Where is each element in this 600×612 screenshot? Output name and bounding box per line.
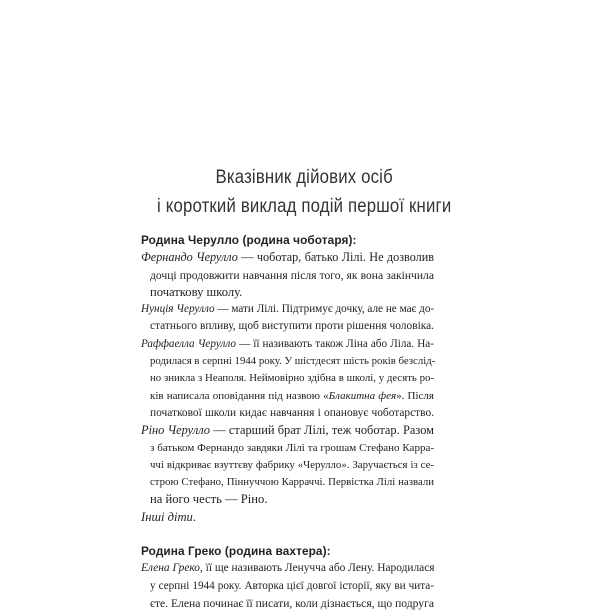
section-gap [141, 526, 434, 543]
entry-line: родилася в серпні 1944 року. У шістдесят шість років безслід- [150, 355, 436, 368]
entry-line: ччі відкриває взуттєву фабрику «Черулло». Заручається із се- [150, 458, 434, 471]
entry-line: ків написала оповідання під назвою «Блакитна фея». Після [150, 389, 434, 402]
entry-line: Інші діти. [141, 509, 197, 524]
entry-line: Фернандо Черулло — чоботар, батько Лілі. Не дозволив [141, 250, 434, 265]
character-name: Раффаелла Черулло [141, 337, 236, 350]
chapter-title [46, 163, 562, 221]
entry-line: єте. Елена починає її писати, коли дізнається, що подруга [150, 596, 434, 610]
section-heading: Родина Греко (родина вахтера): [141, 544, 331, 559]
entry-line: початкової школи кидає навчання і опановує чоботарство. [150, 406, 434, 419]
entry-line: Елена Греко, її ще називають Ленучча або Лену. Народилася [141, 562, 435, 575]
entry-line: Ріно Черулло — старший брат Лілі, теж чоботар. Разом [141, 423, 434, 438]
entry-line: но зникла з Неаполя. Неймовірно здібна в школі, у десять ро- [150, 372, 434, 385]
entry-line: Раффаелла Черулло — її називають також Ліна або Ліла. На- [141, 337, 434, 350]
character-name: Нунція Черулло [141, 303, 215, 316]
title-line-2: і короткий виклад подій першої книги [157, 195, 452, 217]
section-heading: Родина Черулло (родина чоботаря): [141, 233, 357, 247]
entry-line: Нунція Черулло — мати Лілі. Підтримує дочку, але не має до- [141, 303, 435, 316]
entry-line: строю Стефано, Піннуччою Карраччі. Первістка Лілі назвали [150, 476, 434, 489]
character-name: Елена Греко [141, 562, 200, 575]
character-name: Інші діти [141, 509, 193, 524]
story-title: Блакитна фея [328, 389, 397, 402]
entry-line: початкову школу. [150, 284, 243, 299]
character-index [141, 232, 434, 612]
character-name: Фернандо Черулло [141, 250, 238, 265]
entry-line: у серпні 1944 року. Авторка цієї довгої історії, яку ви чита- [150, 579, 434, 592]
entry-line: з батьком Фернандо завдяки Лілі та грошам Стефано Карра- [150, 441, 434, 454]
entry-line: на його честь — Ріно. [150, 492, 268, 507]
title-line-1: Вказівник дійових осіб [215, 166, 393, 188]
entry-line: дочці продовжити навчання після того, як вона закінчила [150, 268, 434, 282]
character-name: Ріно Черулло [141, 423, 210, 438]
entry-line: статнього впливу, щоб виступити проти рішення чоловіка. [150, 320, 434, 333]
